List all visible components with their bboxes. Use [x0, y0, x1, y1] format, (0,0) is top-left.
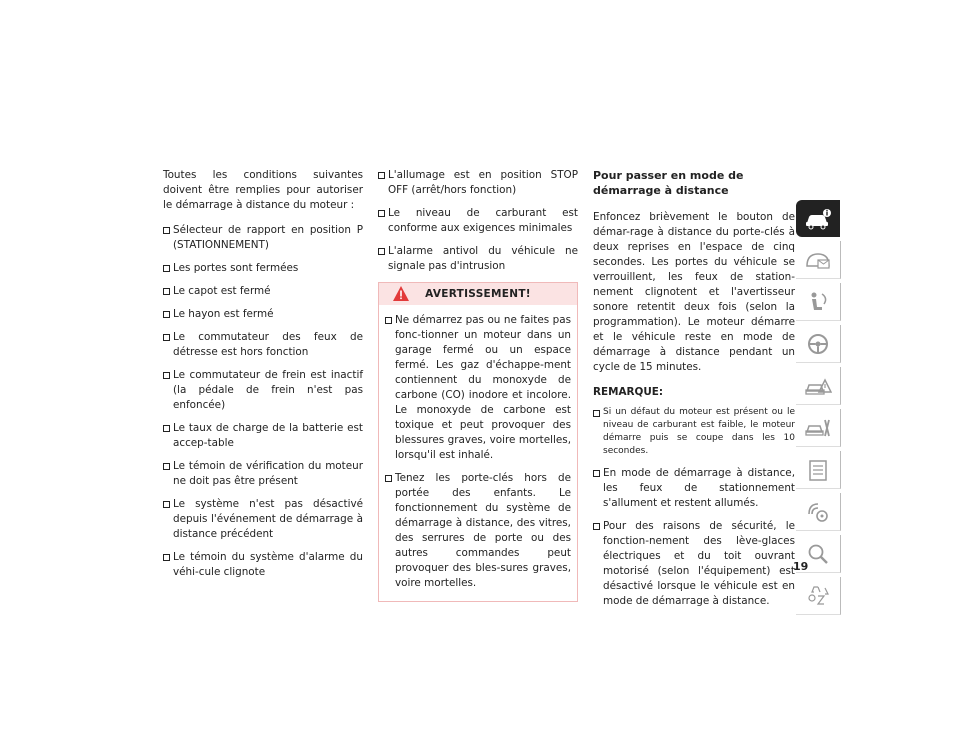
list-item: Le taux de charge de la batterie est accep-table	[163, 421, 363, 451]
car-service-tools-icon	[804, 416, 832, 440]
tab-servicing[interactable]	[796, 409, 841, 447]
specifications-list-icon	[804, 458, 832, 482]
warning-body	[379, 305, 577, 601]
page-number: 19	[793, 560, 809, 573]
tab-starting-operating[interactable]	[796, 325, 841, 363]
warning-triangle-car-icon	[804, 374, 832, 398]
list-item: Le niveau de carburant est conforme aux exigences minimales	[378, 206, 578, 236]
middle-column	[378, 168, 578, 602]
tab-getting-to-know-vehicle[interactable]	[796, 200, 840, 237]
list-item: Le capot est fermé	[163, 284, 363, 299]
remark-list	[593, 406, 795, 609]
list-item: Le témoin de vérification du moteur ne doit pas être présent	[163, 459, 363, 489]
tab-multimedia[interactable]	[796, 493, 841, 531]
warning-header	[379, 283, 577, 305]
tab-safety[interactable]	[796, 283, 841, 321]
list-item: Le commutateur de frein est inactif (la pédale de frein n'est pas enfoncée)	[163, 368, 363, 413]
list-item: L'allumage est en position STOP OFF (arrêt/hors fonction)	[378, 168, 578, 198]
tab-emergency[interactable]	[796, 367, 841, 405]
conditions-list	[163, 223, 363, 580]
conditions-intro: Toutes les conditions suivantes doivent être remplies pour autoriser le démarrage à distance du moteur :	[163, 169, 363, 211]
remark-title: REMARQUE:	[593, 386, 664, 398]
warning-box	[378, 282, 578, 602]
section-heading: Pour passer en mode de démarrage à distance	[593, 169, 744, 197]
tab-dashboard[interactable]	[796, 241, 841, 279]
list-item: Si un défaut du moteur est présent ou le niveau de carburant est faible, le moteur démarre puis se coupe dans les 10 secondes.	[593, 406, 795, 458]
steering-wheel-icon	[804, 332, 832, 356]
chapter-tabs	[796, 200, 842, 619]
seat-airbag-icon	[804, 290, 832, 314]
car-info-icon	[804, 207, 832, 231]
instructions-paragraph: Enfoncez brièvement le bouton de démar-rage à distance du porte-clés à deux reprises en l'espace de cinq secondes. Les portes du véhicule se verrouillent, les feux de station-nement clignotent et l'avertisseur sonore retentit deux fois (selon la programmation). Le moteur démarre et le véhicule reste en mode de démarrage à distance pendant un cycle de 15 minutes.	[593, 211, 795, 373]
list-item: Tenez les porte-clés hors de portée des enfants. Le fonctionnement du système de démarrage à distance, des vitres, des serrures de porte ou des autres commandes peut provoquer des bles-sures graves, voire mortelles.	[385, 471, 571, 591]
right-column	[593, 168, 795, 617]
warning-title: AVERTISSEMENT!	[425, 288, 531, 300]
left-column	[163, 168, 363, 588]
tab-index[interactable]	[796, 577, 841, 615]
warning-list	[385, 313, 571, 591]
list-item: Le système n'est pas désactivé depuis l'événement de démarrage à distance précédent	[163, 497, 363, 542]
list-item: Le témoin du système d'alarme du véhi-cule clignote	[163, 550, 363, 580]
language-index-icon	[804, 584, 832, 608]
list-item: En mode de démarrage à distance, les feux de stationnement s'allument et restent allumés.	[593, 466, 795, 511]
conditions-list-continued	[378, 168, 578, 274]
list-item: L'alarme antivol du véhicule ne signale pas d'intrusion	[378, 244, 578, 274]
list-item: Ne démarrez pas ou ne faites pas fonc-tionner un moteur dans un garage fermé ou un espace fermé. Les gaz d'échappe-ment contiennent du monoxyde de carbone (CO) inodore et incolore. Le monoxyde de carbone est toxique et peut provoquer des blessures graves, voire mortelles, lorsqu'il est inhalé.	[385, 313, 571, 463]
tab-specifications[interactable]	[796, 451, 841, 489]
list-item: Le commutateur des feux de détresse est hors fonction	[163, 330, 363, 360]
multimedia-icon	[804, 500, 832, 524]
list-item: Pour des raisons de sécurité, le fonction-nement des lève-glaces électriques et du toit ouvrant motorisé (selon l'équipement) est désactivé lorsque le véhicule est en mode de démarrage à distance.	[593, 519, 795, 609]
warning-triangle-icon	[393, 286, 409, 301]
list-item: Le hayon est fermé	[163, 307, 363, 322]
list-item: Sélecteur de rapport en position P (STATIONNEMENT)	[163, 223, 363, 253]
dashboard-message-icon	[804, 248, 832, 272]
list-item: Les portes sont fermées	[163, 261, 363, 276]
